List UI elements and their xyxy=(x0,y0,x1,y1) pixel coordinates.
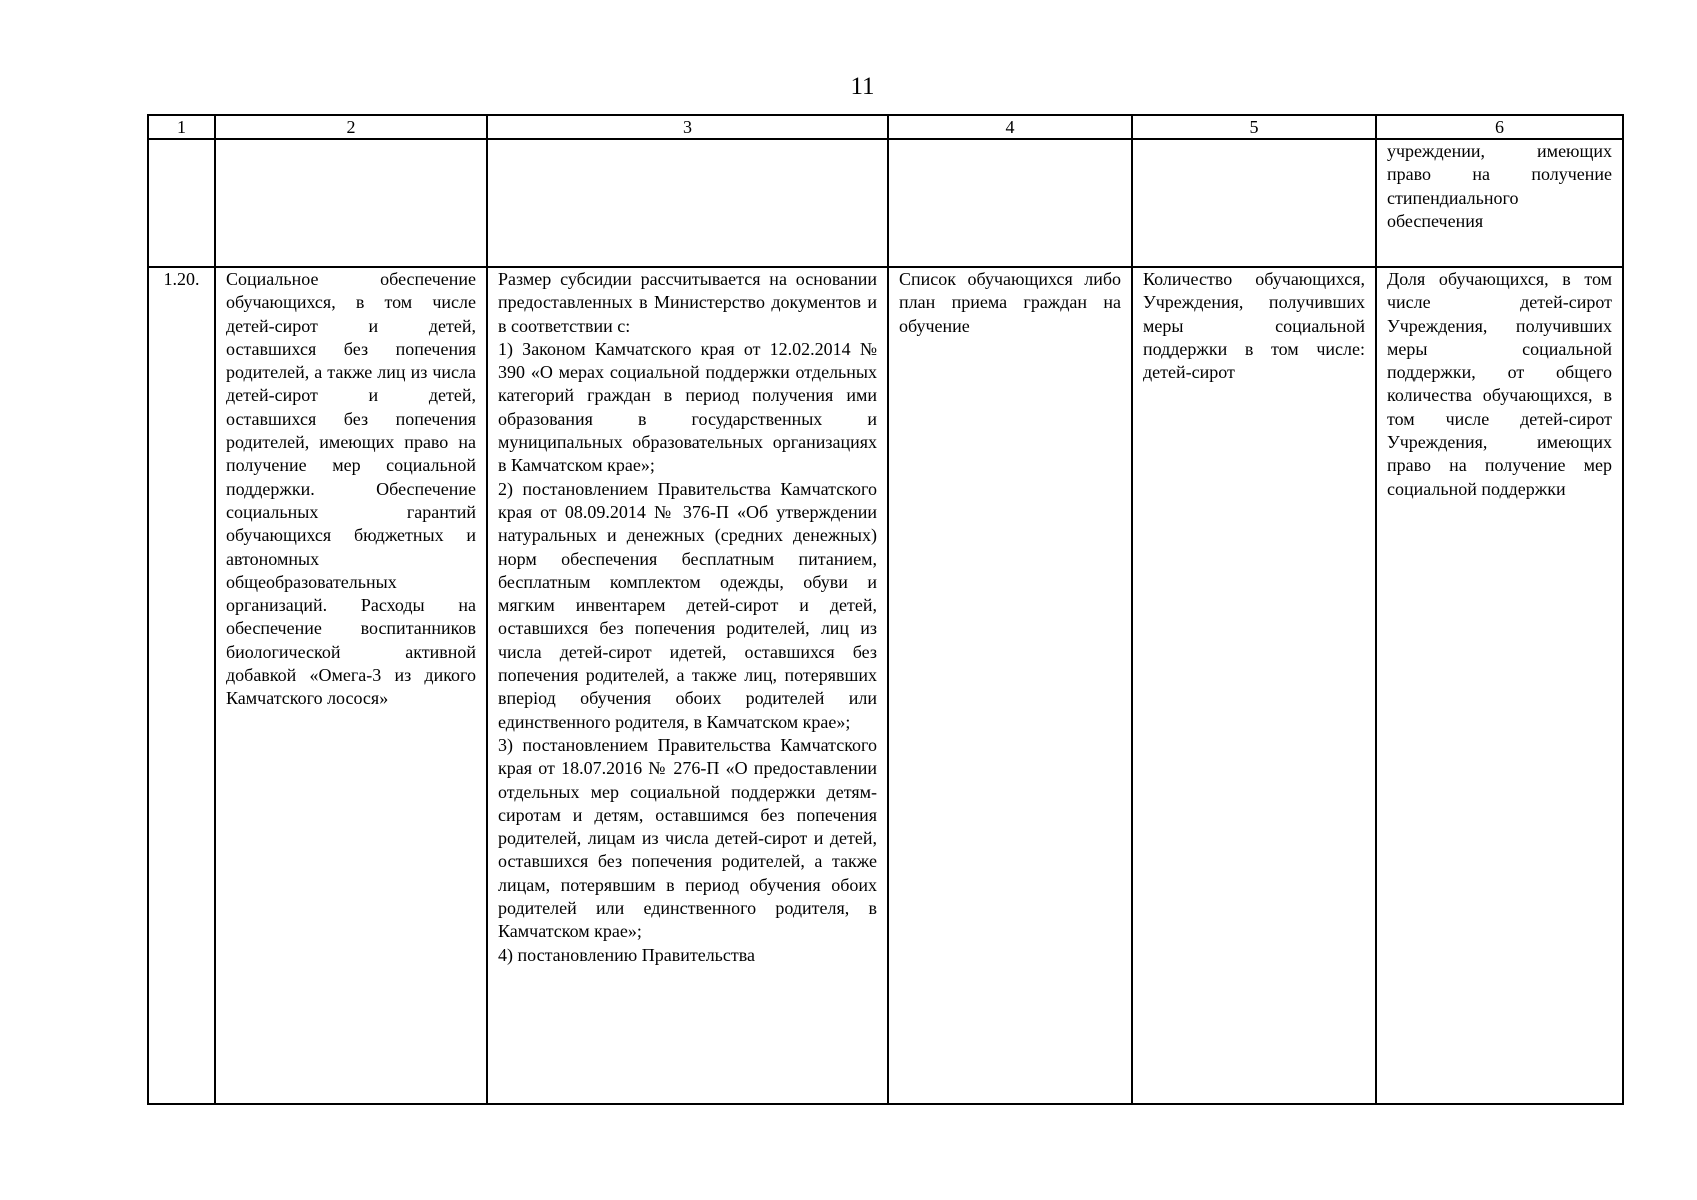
column-header-3: 3 xyxy=(487,115,888,139)
column-header-4: 4 xyxy=(888,115,1132,139)
cell-number: 1.20. xyxy=(148,267,215,1104)
cell-indicator: Количество обучающихся, Учреждения, получивших меры социальной поддержки в том числе: детей-сирот xyxy=(1132,267,1376,1104)
cell-number xyxy=(148,139,215,267)
cell-calculation xyxy=(487,139,888,267)
document-table xyxy=(147,114,1624,1105)
cell-description xyxy=(215,139,487,267)
column-header-1: 1 xyxy=(148,115,215,139)
column-header-6: 6 xyxy=(1376,115,1623,139)
cell-calculation: Размер субсидии рассчитывается на основании предоставленных в Министерство документов и в соответствии с: 1) Законом Камчатского края от 12.02.2014 № 390 «О мерах социальной поддержки отдельных категорий граждан в период получения ими образования в государственных и муниципальных образовательных организациях в Камчатском крае»; 2) постановлением Правительства Камчатского края от 08.09.2014 № 376-П «Об утверждении натуральных и денежных (средних денежных) норм обеспечения бесплатным питанием, бесплатным комплектом одежды, обуви и мягким инвентарем детей-сирот и детей, оставшихся без попечения родителей, лиц из числа детей-сирот идетей, оставшихся без попечения родителей, а также лиц, потерявших вперiод обучения обоих родителей или единственного родителя, в Камчатском крае»; 3) постановлением Правительства Камчатского края от 18.07.2016 № 276-П «О предоставлении отдельных мер социальной поддержки детям-сиротам и детям, оставшимся без попечения родителей, лицам из числа детей-сирот и детей, оставшихся без попечения родителей, а также лицам, потерявшим в период обучения обоих родителей или единственного родителя, в Камчатском крае»; 4) постановлению Правительства xyxy=(487,267,888,1104)
column-header-5: 5 xyxy=(1132,115,1376,139)
cell-source: Список обучающихся либо план приема граждан на обучение xyxy=(888,267,1132,1104)
table-header-row xyxy=(148,115,1623,139)
cell-share: учреждении, имеющих право на получение стипендиального обеспечения xyxy=(1376,139,1623,267)
column-header-2: 2 xyxy=(215,115,487,139)
table-row xyxy=(148,139,1623,267)
page-number: 11 xyxy=(850,73,875,100)
cell-description: Социальное обеспечение обучающихся, в том числе детей-сирот и детей, оставшихся без попечения родителей, а также лиц из числа детей-сирот и детей, оставшихся без попечения родителей, имеющих право на получение мер социальной поддержки. Обеспечение социальных гарантий обучающихся бюджетных и автономных общеобразовательных организаций. Расходы на обеспечение воспитанников биологической активной добавкой «Омега-3 из дикого Камчатского лосося» xyxy=(215,267,487,1104)
cell-indicator xyxy=(1132,139,1376,267)
table-row xyxy=(148,267,1623,1104)
cell-share: Доля обучающихся, в том числе детей-сирот Учреждения, получивших меры социальной поддержки, от общего количества обучающихся, в том числе детей-сирот Учреждения, имеющих право на получение мер социальной поддержки xyxy=(1376,267,1623,1104)
cell-source xyxy=(888,139,1132,267)
